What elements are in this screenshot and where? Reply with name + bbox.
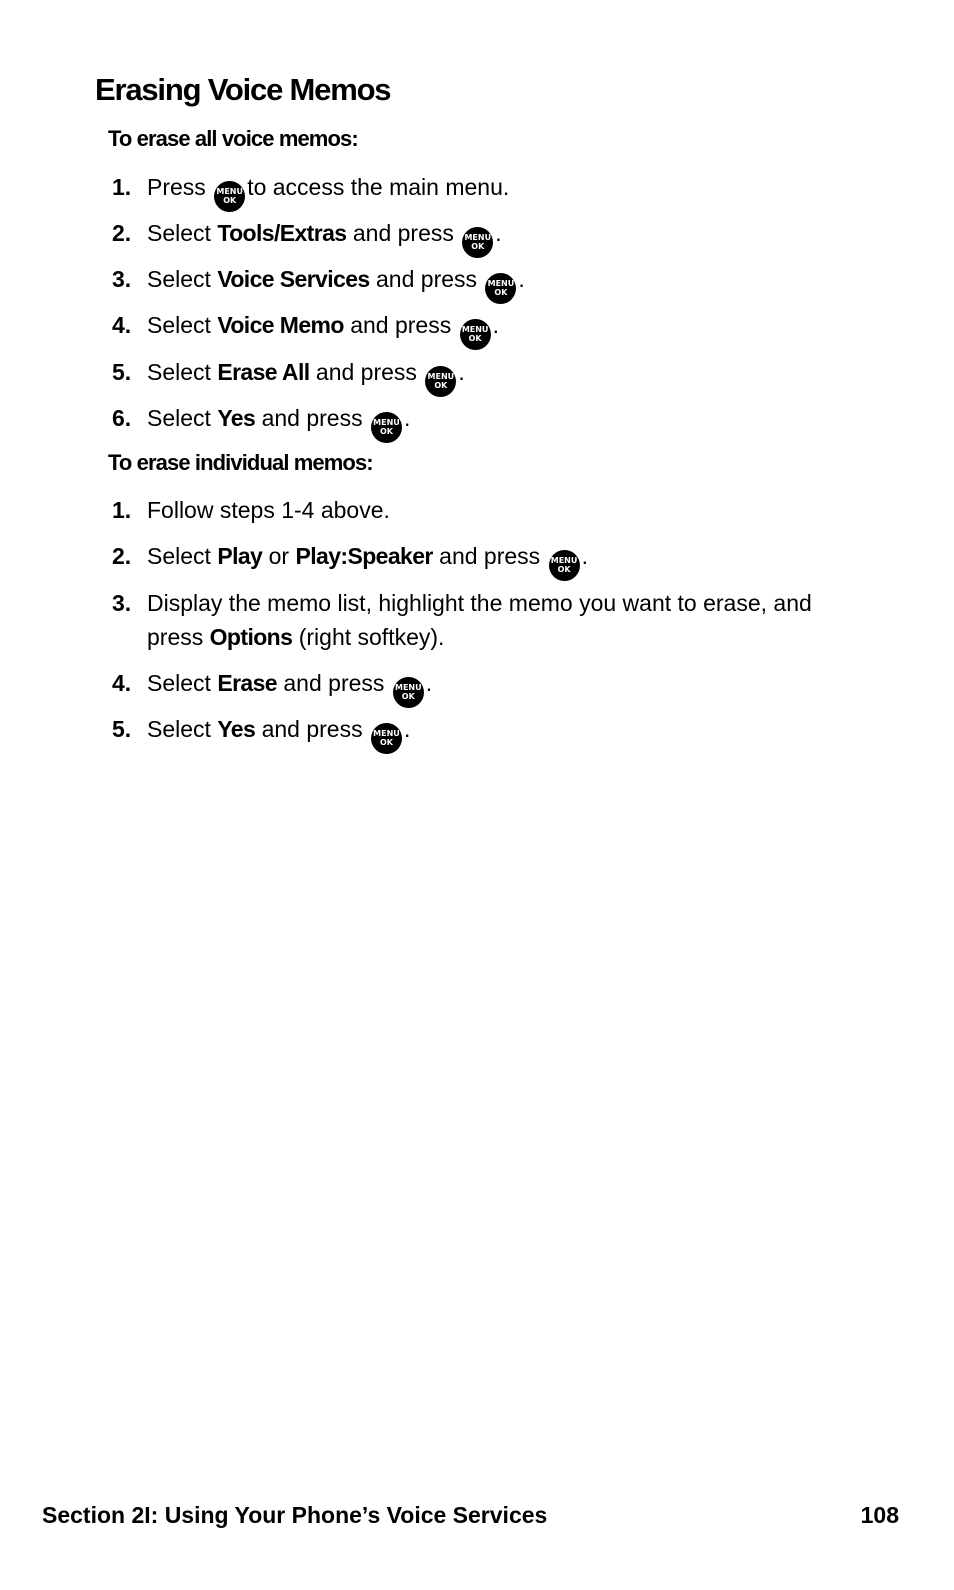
menu-option-name: Tools/Extras	[217, 220, 347, 246]
page-title: Erasing Voice Memos	[95, 72, 391, 107]
step-number: 2.	[112, 543, 132, 569]
step-text: and press	[315, 359, 417, 385]
menu-option-name: Voice Services	[217, 266, 370, 292]
menu-option-name: Erase	[217, 670, 277, 696]
step-text: Follow steps 1-4 above.	[147, 497, 390, 523]
menu-option-name: Yes	[217, 405, 256, 431]
step-number: 2.	[112, 220, 132, 246]
menu-ok-key-icon: MENU OK	[393, 677, 424, 708]
erase-individual-step-4: 4. Select Erase and press MENU OK .	[112, 666, 842, 708]
erase-individual-step-1	[112, 493, 842, 527]
step-text: Select	[147, 405, 211, 431]
menu-ok-key-icon: MENU OK	[371, 412, 402, 443]
menu-option-name: Yes	[217, 716, 256, 742]
erase-individual-step-5: 5. Select Yes and press MENU OK .	[112, 712, 842, 754]
menu-option-name: Play:Speaker	[295, 543, 433, 569]
step-number: 3.	[112, 266, 132, 292]
menu-ok-key-icon: MENU OK	[462, 227, 493, 258]
menu-ok-key-icon: MENU OK	[425, 366, 456, 397]
step-text: to access the main menu.	[247, 174, 510, 200]
menu-option-name: Erase All	[217, 359, 310, 385]
step-text: and press	[352, 220, 454, 246]
step-text: and press	[350, 312, 452, 338]
erase-individual-step-2: 2. Select Play or Play:Speaker and press MENU OK .	[112, 539, 842, 581]
step-text: Select	[147, 220, 211, 246]
step-text: Select	[147, 716, 211, 742]
step-text: Select	[147, 266, 211, 292]
step-number: 5.	[112, 359, 132, 385]
step-number: 3.	[112, 590, 132, 616]
step-number: 5.	[112, 716, 132, 742]
menu-ok-key-icon: MENU OK	[485, 273, 516, 304]
menu-option-name: Play	[217, 543, 263, 569]
erase-all-step-2: 2. Select Tools/Extras and press MENU OK .	[112, 216, 842, 258]
step-text: Select	[147, 670, 211, 696]
menu-ok-key-icon: MENU OK	[549, 550, 580, 581]
erase-individual-heading: To erase individual memos:	[108, 450, 373, 475]
erase-all-step-1	[112, 170, 842, 212]
step-text: Press	[147, 174, 206, 200]
erase-individual-step-3	[112, 586, 842, 654]
step-number: 1.	[112, 497, 132, 523]
step-text: and press	[261, 405, 363, 431]
step-number: 4.	[112, 670, 132, 696]
step-text: Display the memo list, highlight the memo you want to erase, and press	[147, 590, 812, 650]
step-text: Select	[147, 543, 211, 569]
step-text: Select	[147, 359, 211, 385]
step-text: or	[268, 543, 290, 569]
menu-ok-key-icon: MENU OK	[460, 319, 491, 350]
step-text: and press	[283, 670, 385, 696]
page-number: 108	[860, 1502, 899, 1528]
step-text: and press	[261, 716, 363, 742]
softkey-name: Options	[209, 624, 293, 650]
erase-all-heading: To erase all voice memos:	[108, 126, 358, 151]
menu-ok-key-icon: MENU OK	[371, 723, 402, 754]
footer-section-title: Section 2I: Using Your Phone’s Voice Services	[42, 1502, 548, 1528]
erase-all-step-5: 5. Select Erase All and press MENU OK .	[112, 355, 842, 397]
erase-all-step-4: 4. Select Voice Memo and press MENU OK .	[112, 308, 842, 350]
step-text: and press	[439, 543, 541, 569]
erase-all-step-6: 6. Select Yes and press MENU OK .	[112, 401, 842, 443]
erase-all-step-3: 3. Select Voice Services and press MENU OK .	[112, 262, 842, 304]
step-number: 6.	[112, 405, 132, 431]
step-number: 1.	[112, 174, 132, 200]
step-text: Select	[147, 312, 211, 338]
step-number: 4.	[112, 312, 132, 338]
step-text: (right softkey).	[298, 624, 445, 650]
step-text: and press	[376, 266, 478, 292]
menu-ok-key-icon: MENU OK	[214, 181, 245, 212]
menu-option-name: Voice Memo	[217, 312, 344, 338]
